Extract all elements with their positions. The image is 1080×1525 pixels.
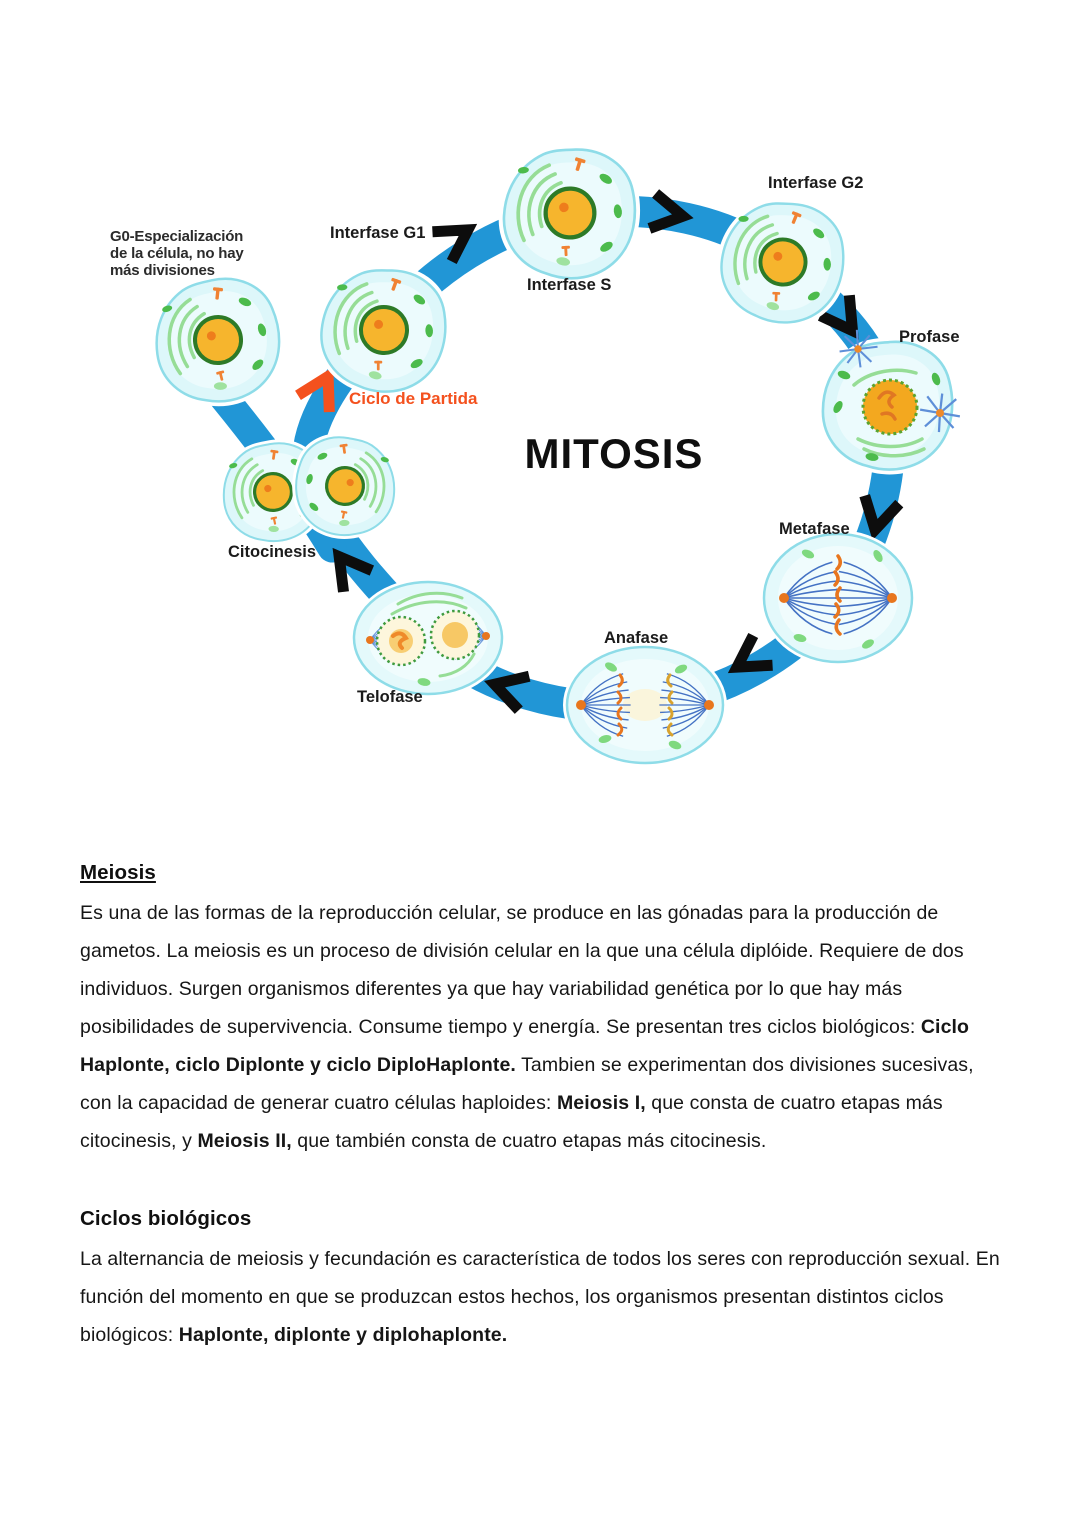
text-segment-bold: Meiosis I,	[556, 1092, 646, 1114]
g0-label-line3: más divisiones	[110, 262, 215, 279]
label-telofase: Telofase	[357, 688, 423, 706]
text-segment-bold: Ciclo Haplonte, ciclo Diplonte y ciclo DiploHaplonte.	[80, 1016, 970, 1076]
text-segment: que también consta de cuatro etapas más citocinesis.	[291, 1130, 767, 1152]
notes-section	[80, 860, 1008, 1354]
text-segment: Tambien se experimentan dos divisiones sucesivas, con la capacidad de generar cuatro células haploides:	[80, 1054, 974, 1114]
label-interfase-g1: Interfase G1	[330, 224, 426, 242]
text-segment-bold: Meiosis II,	[197, 1130, 292, 1152]
diagram-title: MITOSIS	[524, 430, 704, 477]
meiosis-paragraph	[80, 894, 1008, 1160]
ciclos-heading: Ciclos biológicos	[80, 1207, 252, 1230]
label-citocinesis: Citocinesis	[228, 543, 317, 561]
label-metafase: Metafase	[779, 520, 850, 538]
cell-anafase	[563, 643, 727, 767]
text-segment: La alternancia de meiosis y fecundación es característica de todos los seres con reproducción sexual. En función del momento en que se produzcan estos hechos, los organismos presentan distintos ciclos biológicos:	[80, 1248, 1000, 1346]
text-segment: que consta de cuatro etapas más citocinesis, y	[80, 1092, 943, 1152]
cell-interfase-s	[495, 140, 643, 286]
label-interfase-g2: Interfase G2	[768, 174, 864, 192]
cell-metafase	[760, 530, 916, 666]
label-interfase-s: Interfase S	[527, 276, 612, 294]
g0-label-line2: de la célula, no hay	[110, 245, 244, 262]
cell-g0	[143, 266, 293, 415]
g0-label-line1: G0-Especialización	[110, 228, 244, 245]
text-segment-bold: Haplonte, diplonte y diplohaplonte.	[178, 1324, 508, 1346]
label-ciclo-de-partida: Ciclo de Partida	[349, 389, 478, 408]
cell-profase	[818, 327, 965, 474]
text-segment: Es una de las formas de la reproducción celular, se produce en las gónadas para la producción de gametos. La meiosis es un proceso de división celular en la que una célula diplóide. Requiere de dos individuos. Surgen organismos diferentes ya que hay variabilidad genética por lo que hay más posibilidades de supervivencia. Consume tiempo y energía. Se presentan tres ciclos biológicos:	[80, 902, 964, 1038]
label-profase: Profase	[899, 328, 960, 346]
meiosis-heading: Meiosis	[80, 861, 156, 884]
ciclos-paragraph	[80, 1240, 1008, 1354]
cell-telofase	[350, 578, 506, 698]
label-anafase: Anafase	[604, 629, 669, 647]
